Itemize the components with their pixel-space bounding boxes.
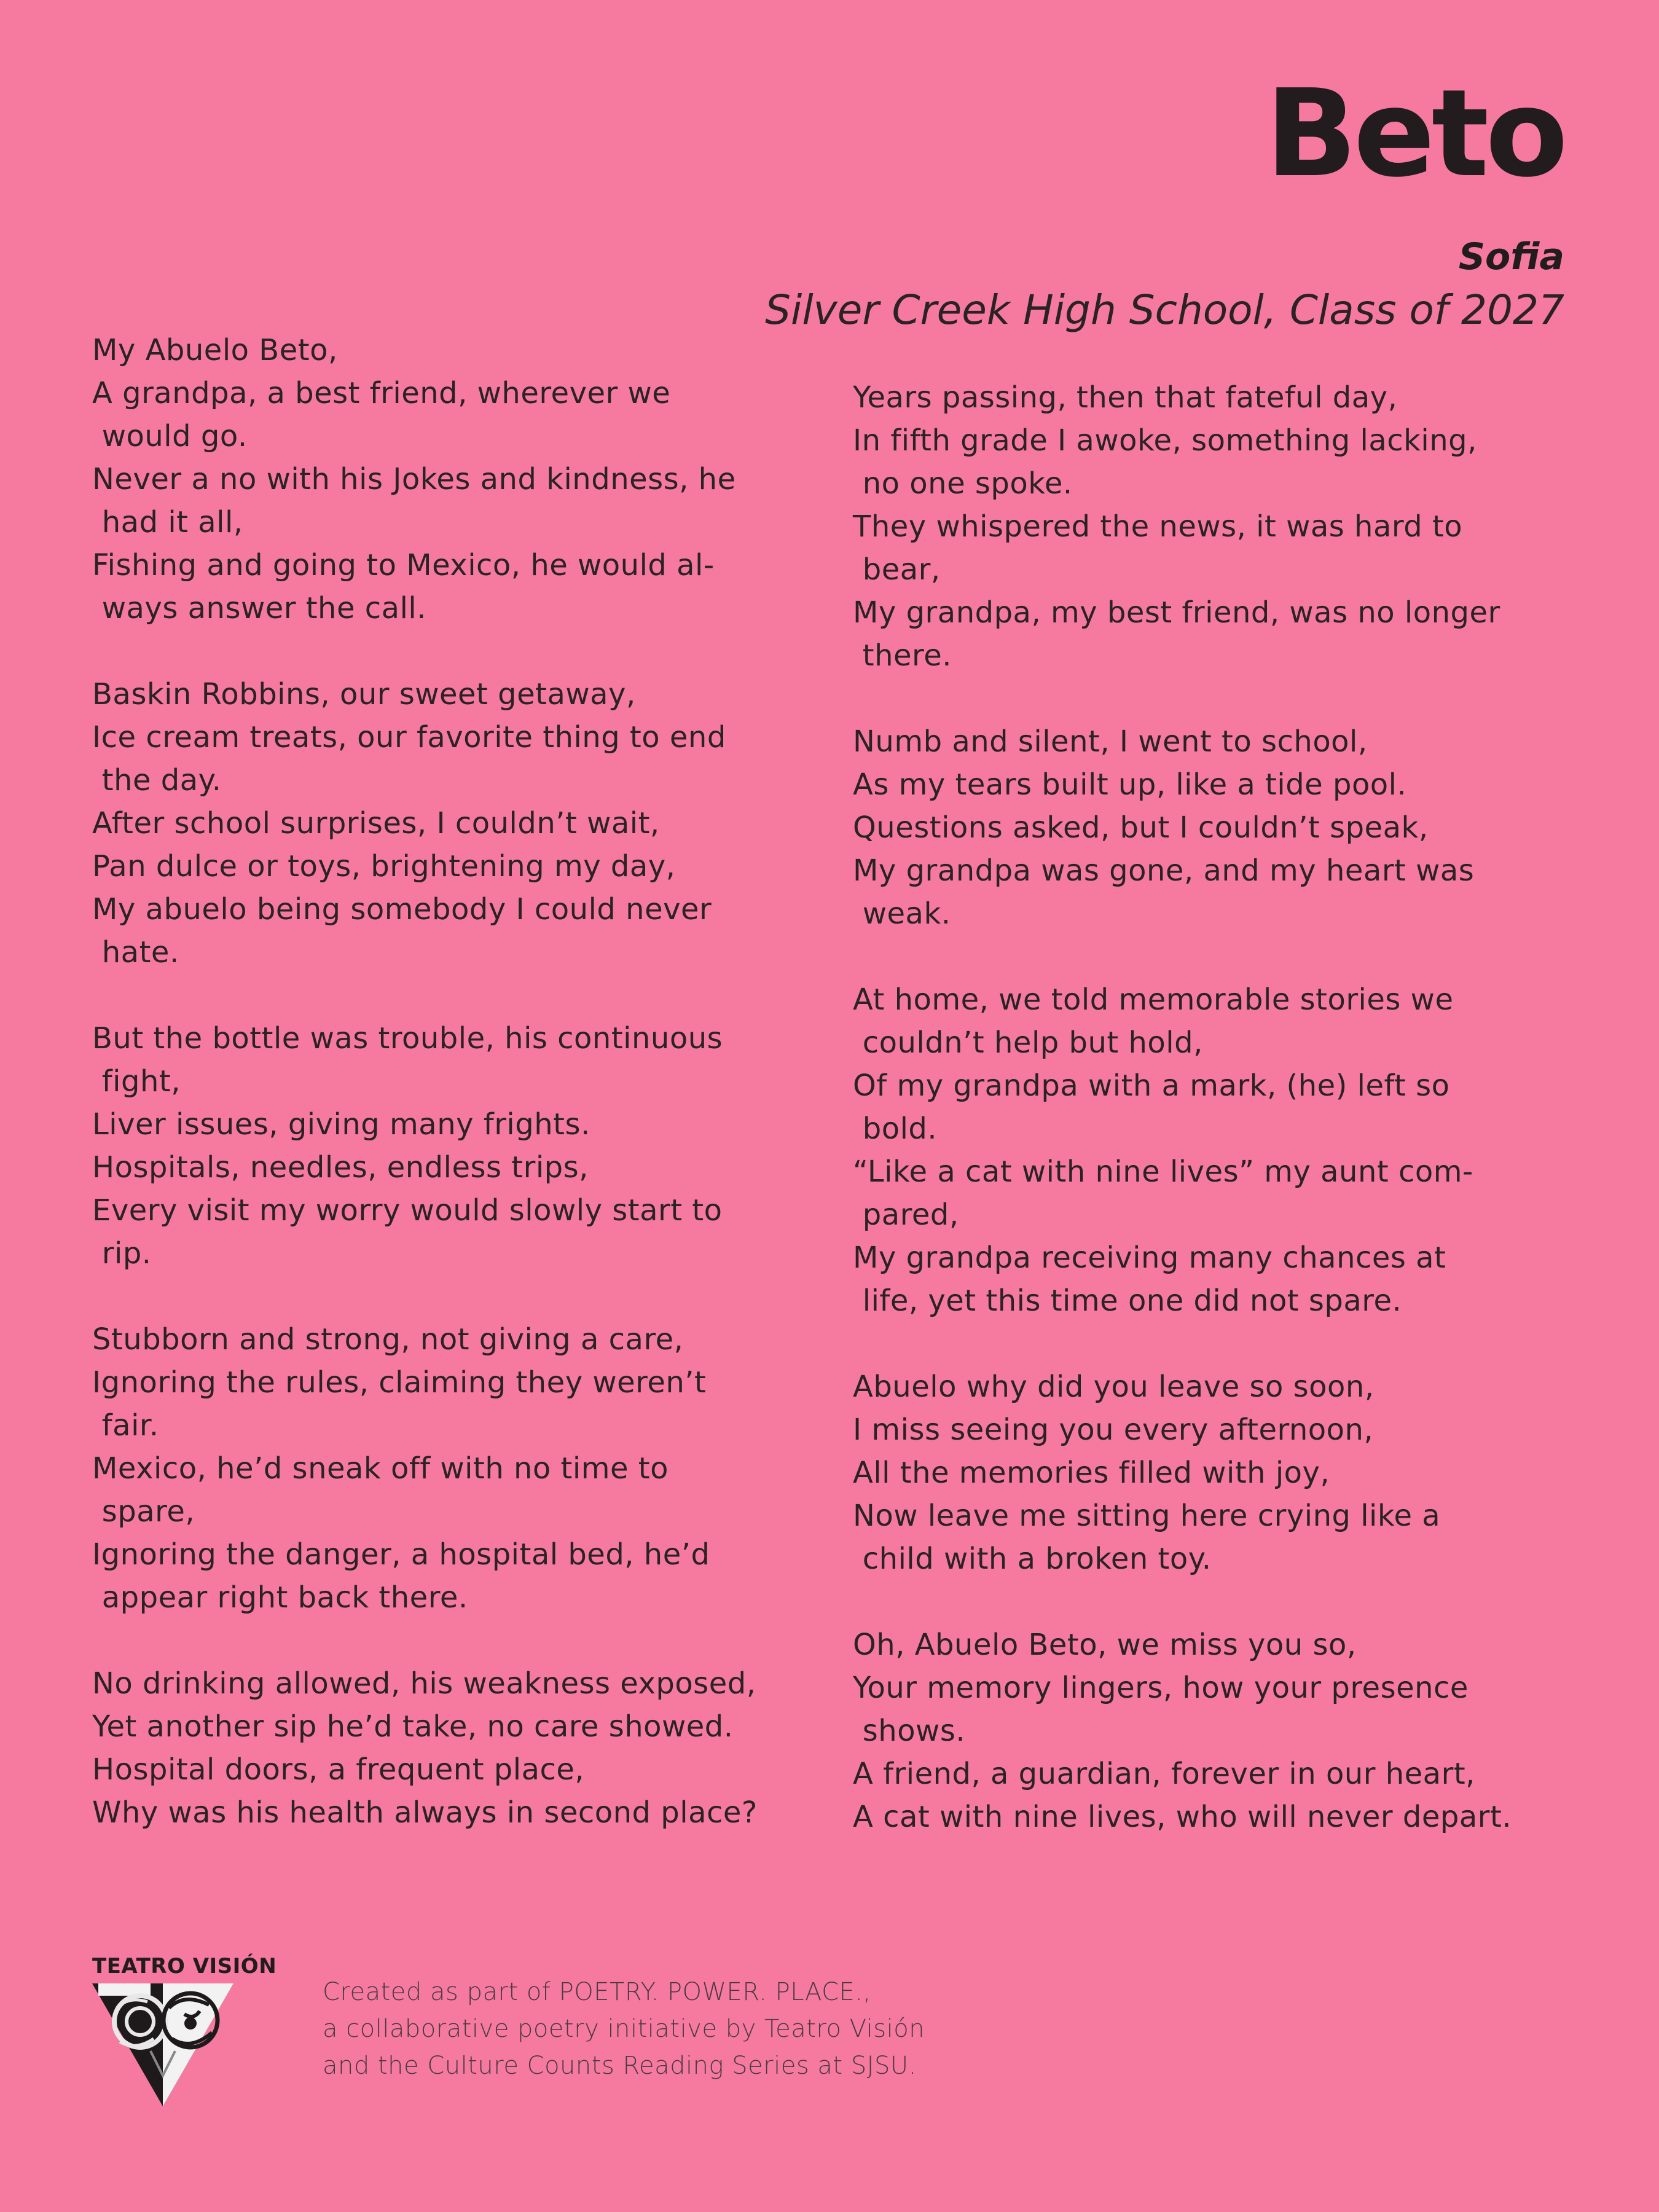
poem-line: no one spoke.	[853, 466, 1073, 501]
poem-line: My grandpa, my best friend, was no longer	[853, 595, 1500, 630]
poem-line: My Abuelo Beto,	[92, 333, 338, 367]
poem-line: spare,	[92, 1494, 195, 1529]
poem-line: pared,	[853, 1198, 959, 1232]
poem-line: “Like a cat with nine lives” my aunt com-	[853, 1155, 1473, 1189]
poem-line: would go.	[92, 419, 248, 453]
poem-line: Hospitals, needles, endless trips,	[92, 1150, 589, 1185]
poem-line: Oh, Abuelo Beto, we miss you so,	[853, 1628, 1357, 1662]
school-line: Silver Creek High School, Class of 2027	[765, 286, 1564, 334]
poem-line: They whispered the news, it was hard to	[853, 509, 1463, 544]
poem-line: Now leave me sitting here crying like a	[853, 1499, 1441, 1533]
poem-line: Why was his health always in second place?	[92, 1795, 758, 1830]
poem-line: had it all,	[92, 505, 243, 539]
poem-line: Mexico, he’d sneak off with no time to	[92, 1451, 669, 1486]
poem-stanza	[92, 1017, 830, 1275]
poem-line: Fishing and going to Mexico, he would al-	[92, 548, 715, 582]
poem-line: Liver issues, giving many frights.	[92, 1107, 590, 1142]
poem-line: My abuelo being somebody I could never	[92, 892, 712, 927]
poem-line: Your memory lingers, how your presence	[853, 1671, 1469, 1705]
poem-line: weak.	[853, 896, 951, 931]
poem-line: Stubborn and strong, not giving a care,	[92, 1322, 684, 1357]
poem-line: Never a no with his Jokes and kindness, he	[92, 462, 736, 496]
poem-stanza	[92, 1318, 830, 1619]
poem-line: there.	[853, 638, 952, 673]
poem-stanza	[853, 1623, 1590, 1838]
logo-wordmark: TEATRO VISIÓN	[92, 1954, 277, 1979]
author-name: Sofia	[1458, 235, 1564, 278]
poem-line: fair.	[92, 1408, 159, 1443]
poem-line: Every visit my worry would slowly start to	[92, 1193, 723, 1228]
poem-line: My grandpa receiving many chances at	[853, 1241, 1446, 1275]
poem-line: Pan dulce or toys, brightening my day,	[92, 849, 676, 884]
poem-stanza	[92, 329, 830, 630]
poem-title: Beto	[1265, 64, 1564, 204]
poem-line: appear right back there.	[92, 1580, 468, 1615]
poem-left-column	[92, 329, 830, 1877]
poem-line: A grandpa, a best friend, wherever we	[92, 376, 671, 410]
poem-line: life, yet this time one did not spare.	[853, 1284, 1402, 1318]
poem-line: fight,	[92, 1064, 181, 1099]
poem-line: But the bottle was trouble, his continuous	[92, 1021, 723, 1056]
poem-line: As my tears built up, like a tide pool.	[853, 767, 1407, 802]
poem-line: I miss seeing you every afternoon,	[853, 1413, 1374, 1447]
poem-line: At home, we told memorable stories we	[853, 982, 1454, 1017]
poem-line: A cat with nine lives, who will never depart.	[853, 1800, 1512, 1834]
poem-line: All the memories filled with joy,	[853, 1456, 1330, 1490]
poem-stanza	[853, 1365, 1590, 1580]
credit-line: a collaborative poetry initiative by Teatro Visión	[323, 2015, 925, 2043]
poem-line: Of my grandpa with a mark, (he) left so	[853, 1069, 1450, 1103]
poem-line: Abuelo why did you leave so soon,	[853, 1370, 1375, 1404]
poem-line: hate.	[92, 935, 179, 970]
poem-line: ways answer the call.	[92, 591, 426, 626]
poem-right-column	[853, 376, 1590, 1881]
poem-line: Ignoring the danger, a hospital bed, he’d	[92, 1537, 710, 1572]
poem-line: No drinking allowed, his weakness exposed,	[92, 1666, 756, 1701]
poem-stanza	[853, 376, 1590, 677]
poem-line: Years passing, then that fateful day,	[853, 380, 1398, 415]
teatro-vision-logo	[92, 1954, 276, 2106]
poem-line: Ice cream treats, our favorite thing to end	[92, 720, 726, 755]
poem-line: bear,	[853, 552, 941, 587]
poem-line: Questions asked, but I couldn’t speak,	[853, 810, 1429, 845]
credit-line: Created as part of POETRY. POWER. PLACE.,	[323, 1978, 871, 2006]
poem-line: the day.	[92, 763, 222, 798]
poem-line: child with a broken toy.	[853, 1542, 1212, 1576]
poem-stanza	[853, 720, 1590, 935]
poem-line: After school surprises, I couldn’t wait,	[92, 806, 660, 841]
poem-stanza	[92, 673, 830, 974]
poem-line: bold.	[853, 1112, 938, 1146]
poem-line: couldn’t help but hold,	[853, 1026, 1203, 1060]
poem-line: A friend, a guardian, forever in our heart,	[853, 1757, 1475, 1791]
poem-line: Ignoring the rules, claiming they weren’t	[92, 1365, 707, 1400]
poem-line: Yet another sip he’d take, no care showed.	[92, 1709, 734, 1744]
poem-line: Hospital doors, a frequent place,	[92, 1752, 585, 1787]
poem-stanza	[853, 978, 1590, 1322]
poem-line: In fifth grade I awoke, something lacking,	[853, 423, 1477, 458]
poem-line: rip.	[92, 1236, 152, 1271]
triangle-emblem-icon	[92, 1983, 233, 2106]
poem-line: shows.	[853, 1714, 966, 1748]
poem-line: My grandpa was gone, and my heart was	[853, 853, 1475, 888]
poem-line: Baskin Robbins, our sweet getaway,	[92, 677, 636, 712]
poem-stanza	[92, 1662, 830, 1834]
poem-line: Numb and silent, I went to school,	[853, 724, 1368, 759]
credit-line: and the Culture Counts Reading Series at SJSU.	[323, 2052, 917, 2080]
credits-block	[323, 1974, 925, 2084]
